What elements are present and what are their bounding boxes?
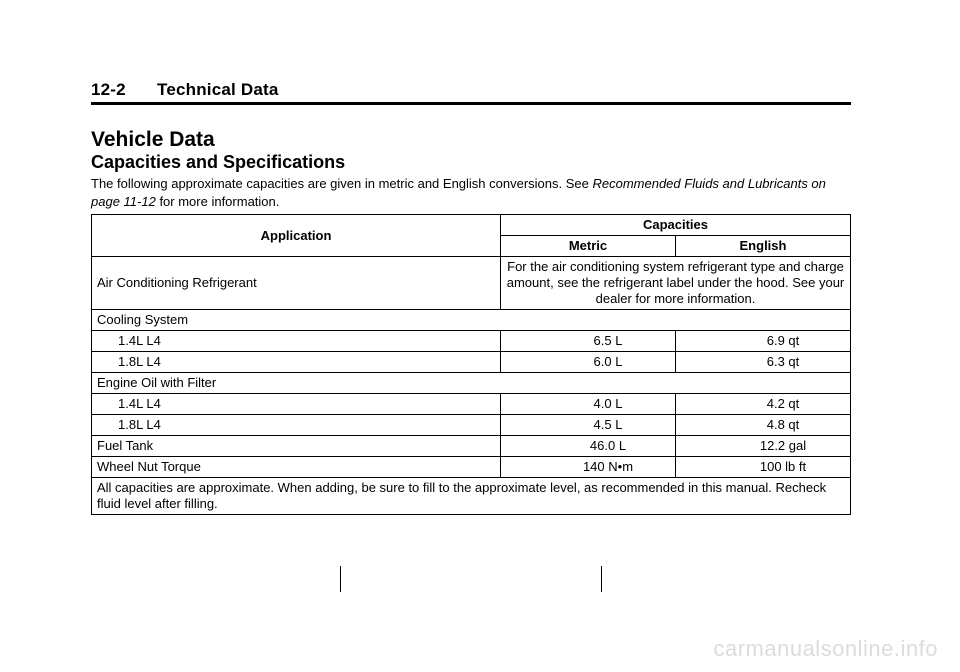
cell-application: 1.4L L4 — [92, 394, 501, 415]
table-header-row — [92, 215, 851, 236]
intro-text-after: for more information. — [155, 194, 280, 209]
table-footnote-row — [92, 478, 851, 515]
table-row — [92, 331, 851, 352]
english-value: 4.8 qt — [766, 417, 800, 432]
section-subtitle: Capacities and Specifications — [91, 152, 346, 172]
page-fold-mark-left — [340, 566, 341, 592]
cell-english — [676, 457, 851, 478]
group-label: Engine Oil with Filter — [92, 373, 851, 394]
header-capacities: Capacities — [501, 215, 851, 236]
metric-value: 46.0 L — [589, 438, 627, 453]
cell-application: Fuel Tank — [92, 436, 501, 457]
cell-application: 1.4L L4 — [92, 331, 501, 352]
intro-paragraph — [91, 175, 851, 211]
watermark: carmanualsonline.info — [713, 636, 938, 661]
section-title: Technical Data — [157, 80, 279, 99]
cell-application: Wheel Nut Torque — [92, 457, 501, 478]
intro-text-before: The following approximate capacities are given in metric and English conversions. See — [91, 176, 593, 191]
metric-value: 140 N•m — [582, 459, 634, 474]
page-fold-mark-right — [601, 566, 602, 592]
cell-application: 1.8L L4 — [92, 415, 501, 436]
table-row — [92, 457, 851, 478]
table-group-row — [92, 310, 851, 331]
english-value: 12.2 gal — [759, 438, 807, 453]
english-value: 100 lb ft — [759, 459, 807, 474]
cell-english — [676, 352, 851, 373]
metric-value: 6.0 L — [593, 354, 623, 369]
page-header — [91, 80, 851, 100]
table-row — [92, 352, 851, 373]
cell-ac-note: For the air conditioning system refrigerant type and charge amount, see the refrigerant label under the hood. See your dealer for more information. — [501, 257, 851, 310]
cell-metric — [501, 415, 676, 436]
metric-value: 4.5 L — [593, 417, 623, 432]
metric-value: 4.0 L — [593, 396, 623, 411]
page-title: Vehicle Data — [91, 128, 215, 151]
table-footnote: All capacities are approximate. When adding, be sure to fill to the approximate level, as recommended in this manual. Recheck fluid level after filling. — [92, 478, 851, 515]
cell-metric — [501, 352, 676, 373]
cell-metric — [501, 331, 676, 352]
table-row — [92, 415, 851, 436]
header-metric: Metric — [501, 236, 676, 257]
cell-metric — [501, 394, 676, 415]
table-row — [92, 394, 851, 415]
header-rule — [91, 102, 851, 105]
metric-value: 6.5 L — [593, 333, 623, 348]
group-label: Cooling System — [92, 310, 851, 331]
table-row — [92, 436, 851, 457]
table-row — [92, 257, 851, 310]
intro-reference-link[interactable]: Recommended Fluids and Lubricants on page 11-12 — [91, 176, 826, 209]
cell-metric — [501, 457, 676, 478]
header-application: Application — [92, 215, 501, 257]
cell-english — [676, 415, 851, 436]
table-group-row — [92, 373, 851, 394]
cell-application: Air Conditioning Refrigerant — [92, 257, 501, 310]
page-number: 12-2 — [91, 80, 126, 99]
cell-english — [676, 394, 851, 415]
cell-english — [676, 331, 851, 352]
english-value: 6.3 qt — [766, 354, 800, 369]
english-value: 6.9 qt — [766, 333, 800, 348]
english-value: 4.2 qt — [766, 396, 800, 411]
cell-application: 1.8L L4 — [92, 352, 501, 373]
cell-english — [676, 436, 851, 457]
cell-metric — [501, 436, 676, 457]
header-english: English — [676, 236, 851, 257]
capacities-table — [91, 214, 851, 515]
